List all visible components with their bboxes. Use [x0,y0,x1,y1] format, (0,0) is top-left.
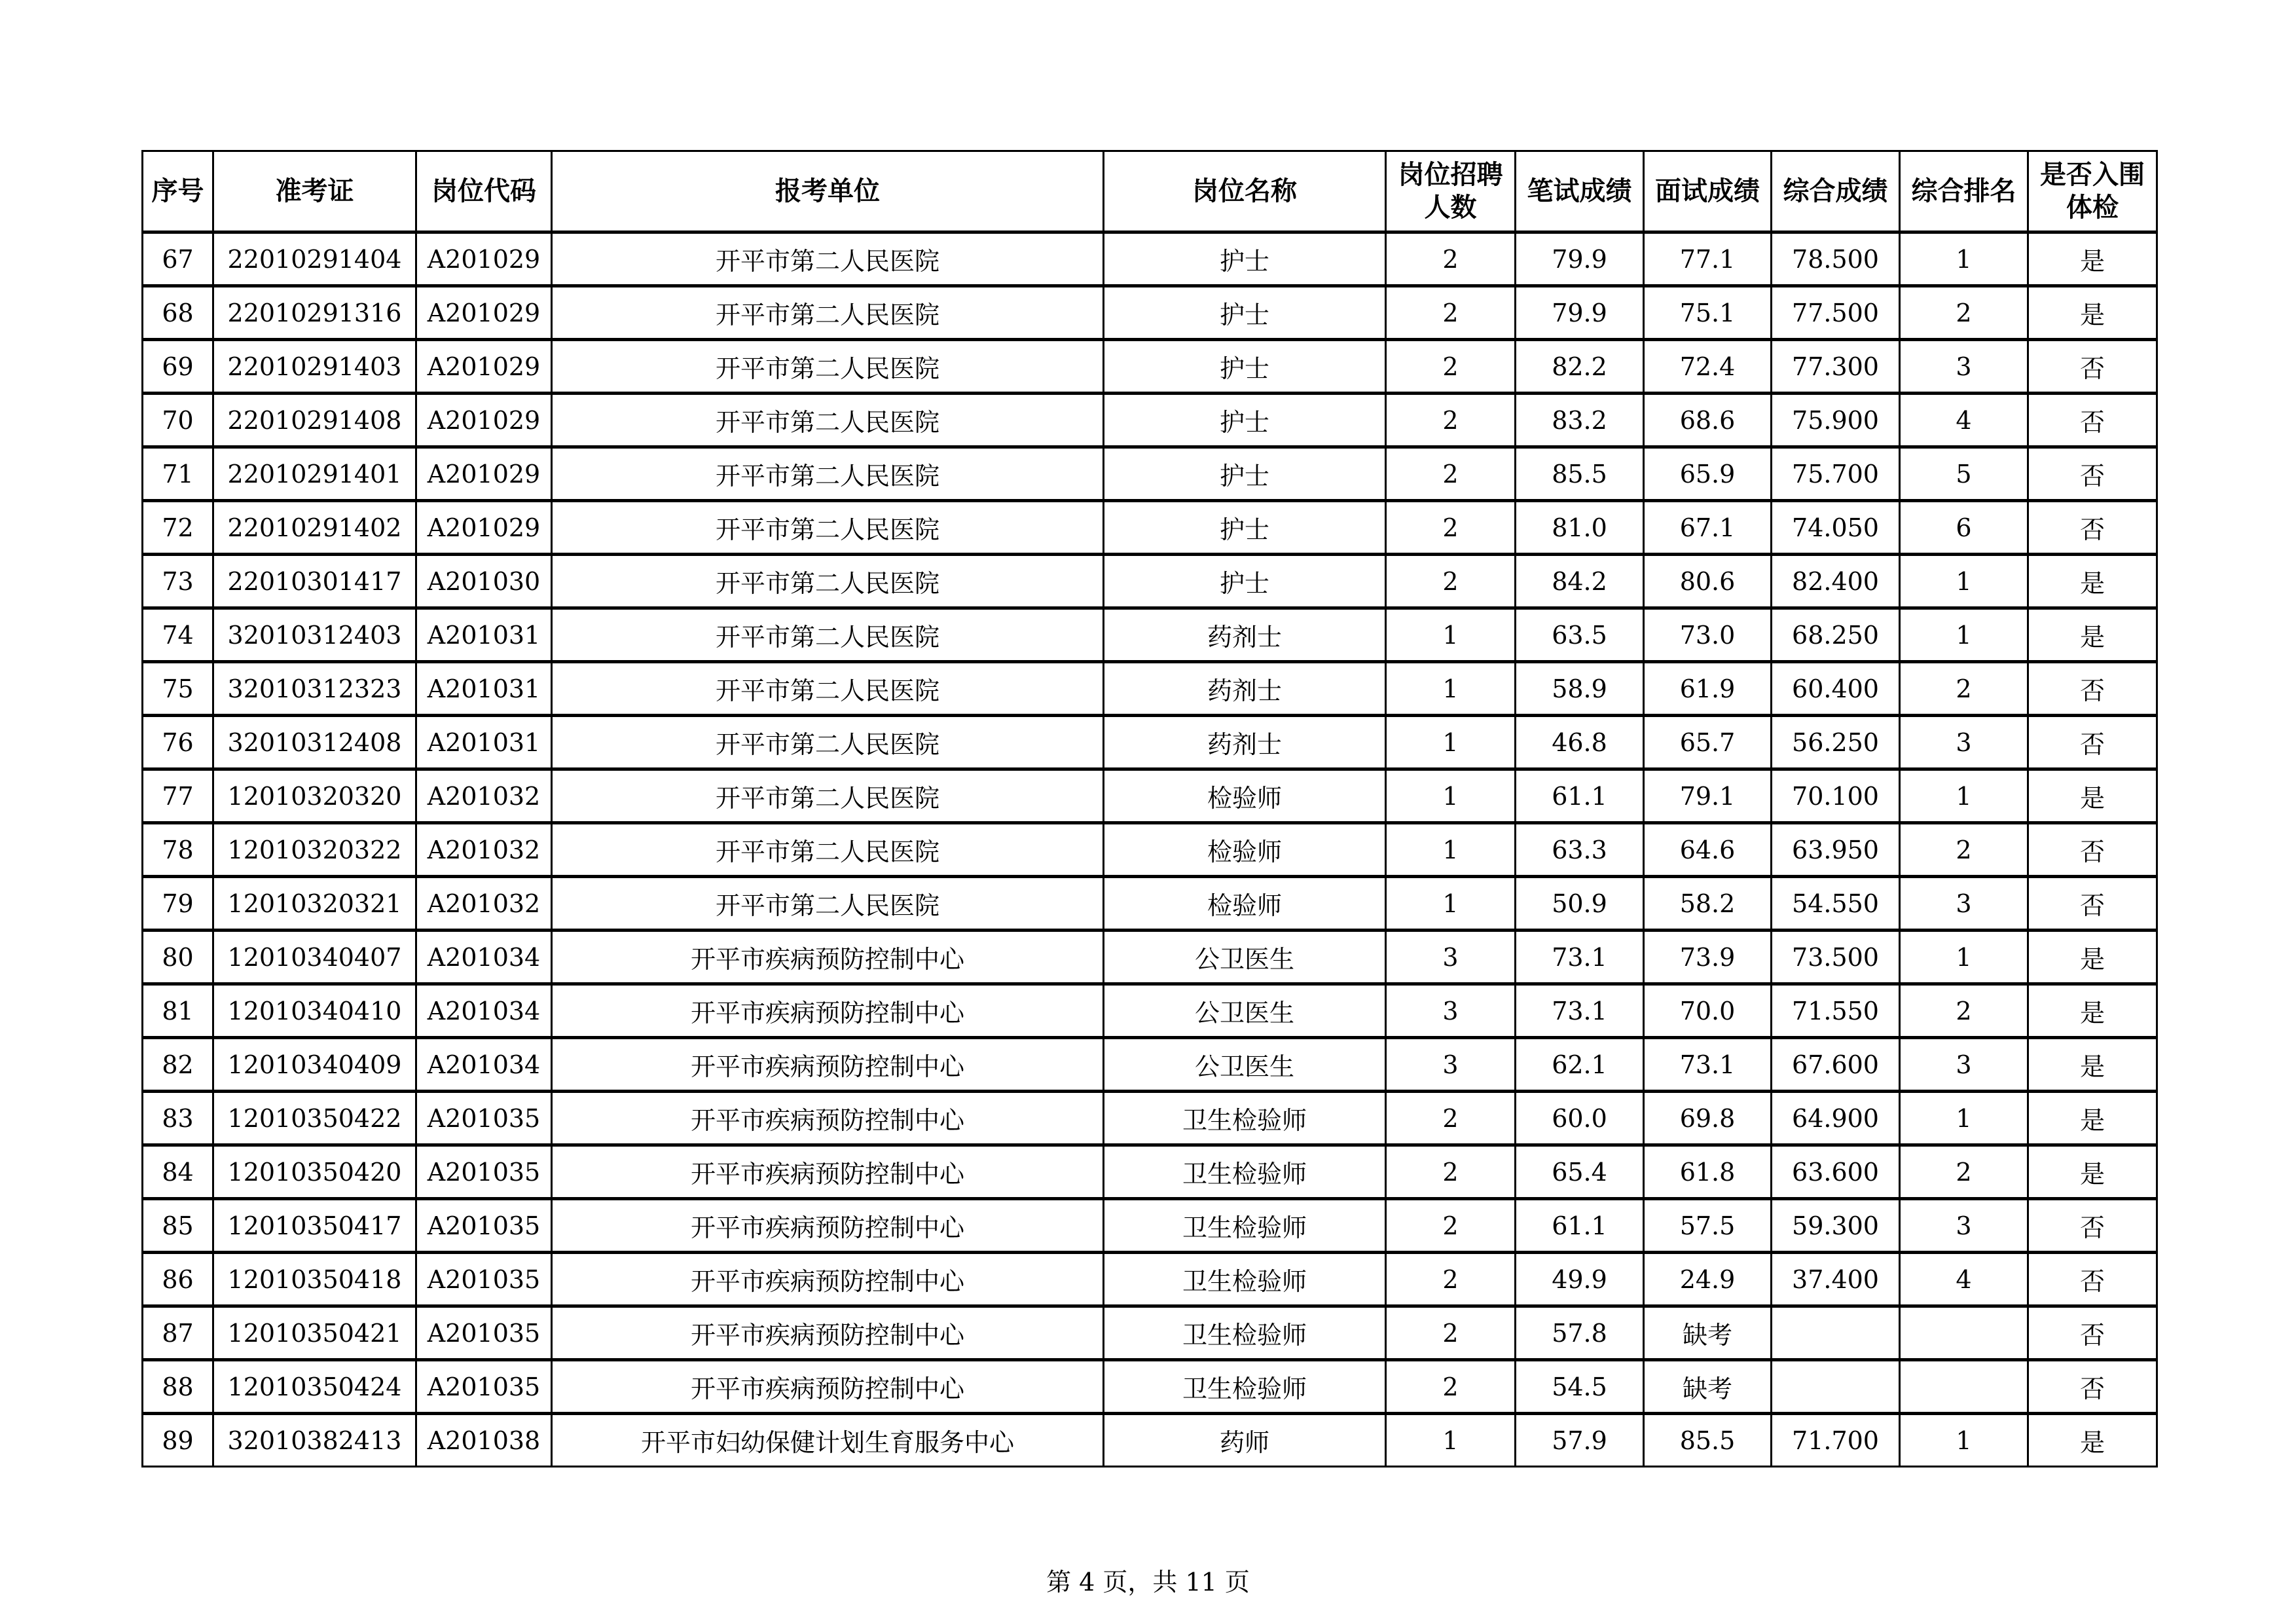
table-row [143,1038,2157,1092]
cell-seq: 74 [143,608,213,662]
cell-interview-score: 69.8 [1644,1092,1772,1145]
cell-position-name: 护士 [1104,232,1386,286]
cell-rank: 2 [1900,286,2028,340]
cell-interview-score: 85.5 [1644,1414,1772,1467]
cell-hiring-count: 1 [1386,662,1516,716]
cell-written-score: 57.8 [1516,1306,1644,1360]
cell-employer: 开平市疾病预防控制中心 [552,1038,1104,1092]
cell-position-code: A201032 [416,769,552,823]
cell-seq: 87 [143,1306,213,1360]
page-number: 第 4 页，共 11 页 [1046,1568,1250,1596]
table-row [143,340,2157,394]
cell-admission-ticket: 12010350421 [213,1306,416,1360]
cell-employer: 开平市疾病预防控制中心 [552,1253,1104,1306]
cell-position-name: 药剂士 [1104,608,1386,662]
cell-position-code: A201035 [416,1253,552,1306]
cell-written-score: 62.1 [1516,1038,1644,1092]
cell-interview-score: 24.9 [1644,1253,1772,1306]
header-hiring-count: 岗位招聘人数 [1386,151,1516,232]
cell-rank: 1 [1900,1414,2028,1467]
cell-employer: 开平市第二人民医院 [552,286,1104,340]
cell-rank: 2 [1900,1145,2028,1199]
cell-admission-ticket: 22010291404 [213,232,416,286]
cell-interview-score: 72.4 [1644,340,1772,394]
cell-position-name: 护士 [1104,286,1386,340]
cell-total-score: 68.250 [1772,608,1900,662]
cell-admission-ticket: 22010291408 [213,394,416,447]
cell-rank [1900,1306,2028,1360]
cell-written-score: 73.1 [1516,931,1644,984]
cell-shortlisted: 是 [2028,286,2157,340]
table-row [143,1360,2157,1414]
cell-shortlisted: 否 [2028,716,2157,769]
cell-position-code: A201035 [416,1145,552,1199]
cell-written-score: 79.9 [1516,286,1644,340]
cell-written-score: 84.2 [1516,555,1644,608]
cell-rank: 3 [1900,1199,2028,1253]
cell-total-score: 37.400 [1772,1253,1900,1306]
cell-seq: 81 [143,984,213,1038]
cell-position-name: 药剂士 [1104,662,1386,716]
cell-employer: 开平市疾病预防控制中心 [552,1092,1104,1145]
cell-position-name: 护士 [1104,340,1386,394]
cell-position-code: A201034 [416,984,552,1038]
cell-seq: 85 [143,1199,213,1253]
header-employer: 报考单位 [552,151,1104,232]
cell-interview-score: 65.9 [1644,447,1772,501]
cell-position-code: A201035 [416,1360,552,1414]
cell-seq: 70 [143,394,213,447]
cell-rank: 3 [1900,1038,2028,1092]
cell-interview-score: 58.2 [1644,877,1772,931]
table-row [143,447,2157,501]
header-seq: 序号 [143,151,213,232]
cell-written-score: 65.4 [1516,1145,1644,1199]
cell-seq: 78 [143,823,213,877]
cell-hiring-count: 2 [1386,340,1516,394]
cell-total-score: 82.400 [1772,555,1900,608]
cell-hiring-count: 2 [1386,1306,1516,1360]
cell-shortlisted: 是 [2028,1145,2157,1199]
cell-employer: 开平市第二人民医院 [552,662,1104,716]
cell-admission-ticket: 12010340410 [213,984,416,1038]
cell-total-score [1772,1306,1900,1360]
cell-rank: 2 [1900,823,2028,877]
cell-position-code: A201030 [416,555,552,608]
table-body [143,232,2157,1467]
cell-rank: 1 [1900,931,2028,984]
cell-position-name: 卫生检验师 [1104,1360,1386,1414]
cell-written-score: 63.3 [1516,823,1644,877]
header-total-score: 综合成绩 [1772,151,1900,232]
cell-interview-score: 80.6 [1644,555,1772,608]
table-row [143,1199,2157,1253]
cell-written-score: 79.9 [1516,232,1644,286]
cell-employer: 开平市疾病预防控制中心 [552,1306,1104,1360]
cell-seq: 69 [143,340,213,394]
cell-employer: 开平市疾病预防控制中心 [552,931,1104,984]
cell-employer: 开平市疾病预防控制中心 [552,984,1104,1038]
cell-position-name: 护士 [1104,501,1386,555]
cell-seq: 86 [143,1253,213,1306]
header-position-name: 岗位名称 [1104,151,1386,232]
cell-seq: 89 [143,1414,213,1467]
cell-total-score: 59.300 [1772,1199,1900,1253]
cell-seq: 76 [143,716,213,769]
cell-admission-ticket: 32010312323 [213,662,416,716]
cell-hiring-count: 3 [1386,931,1516,984]
cell-position-code: A201029 [416,447,552,501]
cell-total-score: 56.250 [1772,716,1900,769]
cell-position-code: A201035 [416,1199,552,1253]
cell-admission-ticket: 12010350420 [213,1145,416,1199]
cell-seq: 88 [143,1360,213,1414]
cell-written-score: 49.9 [1516,1253,1644,1306]
cell-admission-ticket: 12010350417 [213,1199,416,1253]
cell-shortlisted: 否 [2028,447,2157,501]
cell-position-code: A201034 [416,1038,552,1092]
cell-position-name: 卫生检验师 [1104,1306,1386,1360]
table-row [143,555,2157,608]
cell-total-score: 73.500 [1772,931,1900,984]
table-row [143,1253,2157,1306]
cell-admission-ticket: 22010291403 [213,340,416,394]
cell-hiring-count: 3 [1386,1038,1516,1092]
cell-position-name: 卫生检验师 [1104,1253,1386,1306]
cell-hiring-count: 1 [1386,1414,1516,1467]
cell-position-code: A201029 [416,340,552,394]
cell-rank [1900,1360,2028,1414]
cell-shortlisted: 是 [2028,769,2157,823]
header-admission-ticket: 准考证 [213,151,416,232]
cell-shortlisted: 是 [2028,1038,2157,1092]
cell-total-score: 77.300 [1772,340,1900,394]
header-interview-score: 面试成绩 [1644,151,1772,232]
cell-position-name: 药剂士 [1104,716,1386,769]
cell-total-score: 75.700 [1772,447,1900,501]
cell-interview-score: 61.9 [1644,662,1772,716]
cell-position-name: 药师 [1104,1414,1386,1467]
cell-written-score: 58.9 [1516,662,1644,716]
cell-position-code: A201035 [416,1092,552,1145]
cell-shortlisted: 否 [2028,823,2157,877]
cell-employer: 开平市疾病预防控制中心 [552,1145,1104,1199]
cell-hiring-count: 2 [1386,447,1516,501]
cell-hiring-count: 1 [1386,823,1516,877]
cell-position-code: A201029 [416,232,552,286]
cell-admission-ticket: 12010320320 [213,769,416,823]
cell-written-score: 83.2 [1516,394,1644,447]
cell-admission-ticket: 12010350424 [213,1360,416,1414]
table-row [143,1092,2157,1145]
cell-position-code: A201031 [416,608,552,662]
cell-shortlisted: 否 [2028,1306,2157,1360]
cell-employer: 开平市第二人民医院 [552,394,1104,447]
cell-interview-score: 67.1 [1644,501,1772,555]
cell-admission-ticket: 32010382413 [213,1414,416,1467]
cell-written-score: 61.1 [1516,769,1644,823]
cell-position-name: 公卫医生 [1104,1038,1386,1092]
cell-shortlisted: 否 [2028,877,2157,931]
cell-admission-ticket: 12010350418 [213,1253,416,1306]
cell-rank: 2 [1900,984,2028,1038]
cell-rank: 1 [1900,1092,2028,1145]
cell-written-score: 82.2 [1516,340,1644,394]
cell-hiring-count: 1 [1386,716,1516,769]
cell-interview-score: 70.0 [1644,984,1772,1038]
cell-rank: 1 [1900,608,2028,662]
cell-hiring-count: 2 [1386,394,1516,447]
cell-position-code: A201029 [416,394,552,447]
cell-employer: 开平市第二人民医院 [552,340,1104,394]
table-row [143,394,2157,447]
cell-interview-score: 73.1 [1644,1038,1772,1092]
cell-written-score: 54.5 [1516,1360,1644,1414]
cell-rank: 5 [1900,447,2028,501]
table-row [143,1145,2157,1199]
cell-hiring-count: 2 [1386,1360,1516,1414]
cell-rank: 1 [1900,232,2028,286]
cell-interview-score: 75.1 [1644,286,1772,340]
cell-employer: 开平市第二人民医院 [552,555,1104,608]
cell-admission-ticket: 12010320321 [213,877,416,931]
cell-position-name: 护士 [1104,394,1386,447]
cell-admission-ticket: 32010312408 [213,716,416,769]
cell-interview-score: 61.8 [1644,1145,1772,1199]
cell-written-score: 63.5 [1516,608,1644,662]
cell-position-code: A201032 [416,877,552,931]
cell-interview-score: 64.6 [1644,823,1772,877]
cell-total-score: 67.600 [1772,1038,1900,1092]
cell-hiring-count: 1 [1386,769,1516,823]
cell-admission-ticket: 22010301417 [213,555,416,608]
cell-interview-score: 57.5 [1644,1199,1772,1253]
cell-employer: 开平市第二人民医院 [552,608,1104,662]
cell-total-score: 54.550 [1772,877,1900,931]
cell-admission-ticket: 12010350422 [213,1092,416,1145]
cell-employer: 开平市第二人民医院 [552,447,1104,501]
cell-seq: 72 [143,501,213,555]
results-table [141,150,2158,1467]
cell-employer: 开平市第二人民医院 [552,501,1104,555]
table-row [143,716,2157,769]
cell-seq: 75 [143,662,213,716]
cell-position-name: 卫生检验师 [1104,1092,1386,1145]
cell-written-score: 73.1 [1516,984,1644,1038]
cell-hiring-count: 2 [1386,232,1516,286]
cell-seq: 80 [143,931,213,984]
cell-shortlisted: 否 [2028,1360,2157,1414]
cell-hiring-count: 2 [1386,555,1516,608]
table-row [143,1306,2157,1360]
cell-shortlisted: 是 [2028,1414,2157,1467]
cell-seq: 67 [143,232,213,286]
cell-admission-ticket: 22010291402 [213,501,416,555]
cell-total-score: 78.500 [1772,232,1900,286]
cell-rank: 4 [1900,394,2028,447]
cell-seq: 73 [143,555,213,608]
cell-admission-ticket: 12010320322 [213,823,416,877]
cell-interview-score: 73.9 [1644,931,1772,984]
cell-written-score: 57.9 [1516,1414,1644,1467]
cell-position-name: 护士 [1104,555,1386,608]
cell-written-score: 81.0 [1516,501,1644,555]
cell-seq: 68 [143,286,213,340]
cell-interview-score: 79.1 [1644,769,1772,823]
cell-interview-score: 缺考 [1644,1360,1772,1414]
cell-position-name: 护士 [1104,447,1386,501]
table-row [143,769,2157,823]
cell-position-name: 公卫医生 [1104,984,1386,1038]
header-position-code: 岗位代码 [416,151,552,232]
cell-hiring-count: 2 [1386,1092,1516,1145]
cell-hiring-count: 2 [1386,1199,1516,1253]
cell-shortlisted: 否 [2028,340,2157,394]
cell-position-code: A201032 [416,823,552,877]
cell-written-score: 85.5 [1516,447,1644,501]
table-row [143,232,2157,286]
cell-employer: 开平市疾病预防控制中心 [552,1199,1104,1253]
cell-rank: 3 [1900,340,2028,394]
table-row [143,877,2157,931]
cell-total-score: 74.050 [1772,501,1900,555]
cell-shortlisted: 否 [2028,1253,2157,1306]
cell-position-code: A201034 [416,931,552,984]
cell-total-score: 70.100 [1772,769,1900,823]
cell-shortlisted: 否 [2028,501,2157,555]
header-written-score: 笔试成绩 [1516,151,1644,232]
cell-total-score: 63.600 [1772,1145,1900,1199]
cell-position-name: 卫生检验师 [1104,1145,1386,1199]
cell-hiring-count: 2 [1386,501,1516,555]
cell-position-name: 检验师 [1104,823,1386,877]
cell-rank: 1 [1900,555,2028,608]
cell-total-score [1772,1360,1900,1414]
cell-shortlisted: 是 [2028,555,2157,608]
cell-total-score: 75.900 [1772,394,1900,447]
cell-written-score: 61.1 [1516,1199,1644,1253]
cell-hiring-count: 3 [1386,984,1516,1038]
cell-interview-score: 68.6 [1644,394,1772,447]
cell-admission-ticket: 22010291316 [213,286,416,340]
table-row [143,1414,2157,1467]
cell-hiring-count: 1 [1386,877,1516,931]
cell-hiring-count: 2 [1386,286,1516,340]
cell-hiring-count: 2 [1386,1253,1516,1306]
cell-rank: 3 [1900,877,2028,931]
cell-seq: 82 [143,1038,213,1092]
table-row [143,286,2157,340]
cell-total-score: 63.950 [1772,823,1900,877]
cell-admission-ticket: 12010340409 [213,1038,416,1092]
header-shortlisted: 是否入围体检 [2028,151,2157,232]
cell-admission-ticket: 32010312403 [213,608,416,662]
table-row [143,984,2157,1038]
cell-employer: 开平市第二人民医院 [552,716,1104,769]
cell-rank: 1 [1900,769,2028,823]
cell-employer: 开平市第二人民医院 [552,232,1104,286]
cell-shortlisted: 否 [2028,394,2157,447]
cell-rank: 6 [1900,501,2028,555]
cell-position-name: 检验师 [1104,877,1386,931]
cell-employer: 开平市妇幼保健计划生育服务中心 [552,1414,1104,1467]
cell-seq: 79 [143,877,213,931]
cell-shortlisted: 是 [2028,232,2157,286]
cell-admission-ticket: 12010340407 [213,931,416,984]
header-rank: 综合排名 [1900,151,2028,232]
cell-total-score: 64.900 [1772,1092,1900,1145]
cell-interview-score: 65.7 [1644,716,1772,769]
cell-written-score: 60.0 [1516,1092,1644,1145]
cell-employer: 开平市第二人民医院 [552,769,1104,823]
cell-total-score: 77.500 [1772,286,1900,340]
cell-interview-score: 77.1 [1644,232,1772,286]
cell-position-name: 检验师 [1104,769,1386,823]
table-row [143,662,2157,716]
cell-position-code: A201038 [416,1414,552,1467]
cell-total-score: 71.700 [1772,1414,1900,1467]
cell-position-name: 卫生检验师 [1104,1199,1386,1253]
cell-rank: 3 [1900,716,2028,769]
table-row [143,823,2157,877]
cell-hiring-count: 2 [1386,1145,1516,1199]
cell-shortlisted: 是 [2028,931,2157,984]
cell-position-code: A201029 [416,501,552,555]
cell-interview-score: 缺考 [1644,1306,1772,1360]
table-header-row [143,151,2157,232]
cell-employer: 开平市第二人民医院 [552,823,1104,877]
cell-rank: 4 [1900,1253,2028,1306]
table-row [143,608,2157,662]
cell-position-code: A201035 [416,1306,552,1360]
cell-total-score: 60.400 [1772,662,1900,716]
cell-written-score: 50.9 [1516,877,1644,931]
cell-employer: 开平市疾病预防控制中心 [552,1360,1104,1414]
cell-hiring-count: 1 [1386,608,1516,662]
cell-seq: 84 [143,1145,213,1199]
cell-position-code: A201029 [416,286,552,340]
table-row [143,501,2157,555]
cell-employer: 开平市第二人民医院 [552,877,1104,931]
cell-interview-score: 73.0 [1644,608,1772,662]
cell-shortlisted: 是 [2028,984,2157,1038]
cell-admission-ticket: 22010291401 [213,447,416,501]
cell-rank: 2 [1900,662,2028,716]
cell-shortlisted: 是 [2028,1092,2157,1145]
cell-seq: 77 [143,769,213,823]
cell-seq: 83 [143,1092,213,1145]
cell-position-code: A201031 [416,716,552,769]
table-row [143,931,2157,984]
cell-total-score: 71.550 [1772,984,1900,1038]
cell-position-name: 公卫医生 [1104,931,1386,984]
cell-shortlisted: 否 [2028,1199,2157,1253]
cell-shortlisted: 否 [2028,662,2157,716]
cell-seq: 71 [143,447,213,501]
cell-written-score: 46.8 [1516,716,1644,769]
cell-shortlisted: 是 [2028,608,2157,662]
cell-position-code: A201031 [416,662,552,716]
